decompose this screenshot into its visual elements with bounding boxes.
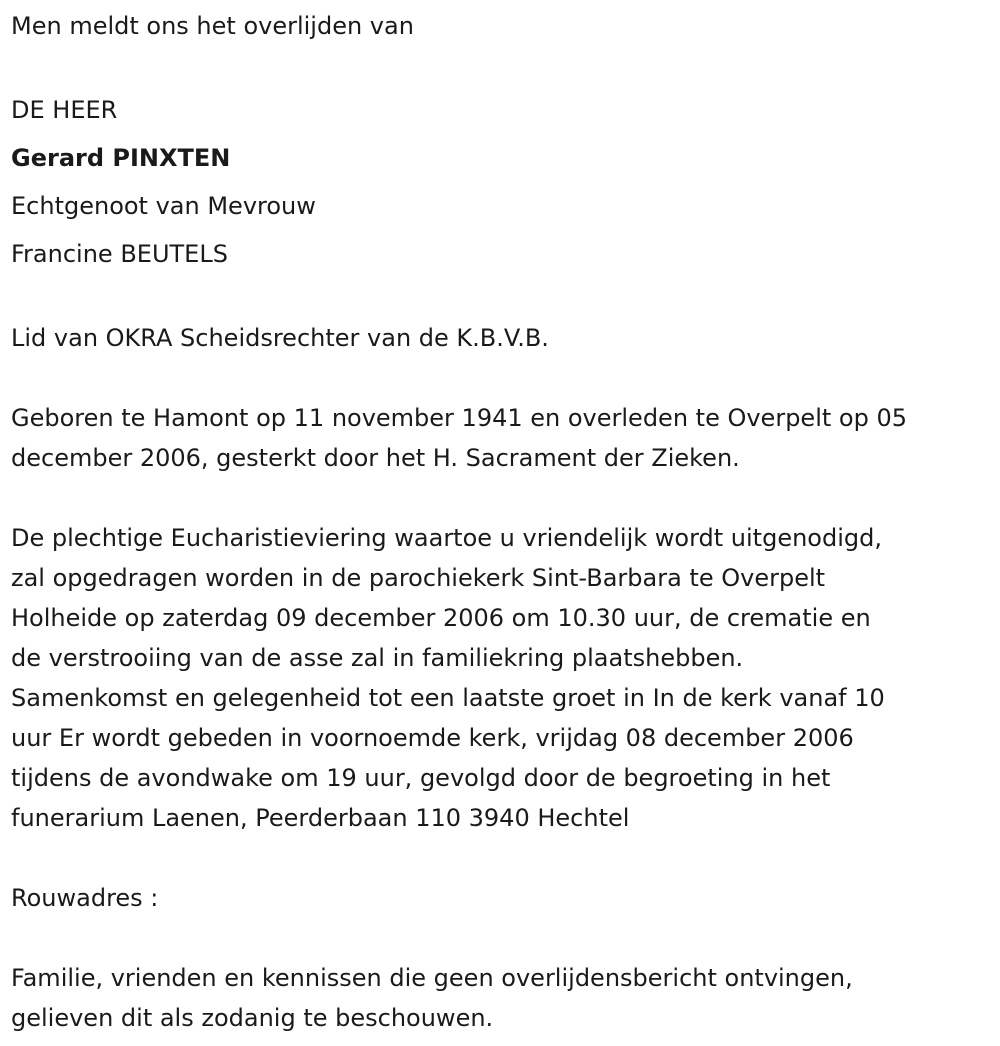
spacer bbox=[11, 358, 996, 398]
paragraph-line: zal opgedragen worden in de parochiekerk Sint-Barbara te Overpelt bbox=[11, 564, 826, 592]
paragraph-line: funerarium Laenen, Peerderbaan 110 3940 Hechtel bbox=[11, 804, 630, 832]
closing-paragraph bbox=[11, 958, 996, 1038]
ceremony-paragraph bbox=[11, 518, 996, 838]
spacer bbox=[11, 46, 996, 86]
birth-death-paragraph bbox=[11, 398, 996, 478]
paragraph-line: tijdens de avondwake om 19 uur, gevolgd door de begroeting in het bbox=[11, 764, 831, 792]
honorific: DE HEER bbox=[11, 96, 118, 124]
paragraph-line: Familie, vrienden en kennissen die geen overlijdensbericht ontvingen, bbox=[11, 964, 853, 992]
spacer bbox=[11, 838, 996, 878]
paragraph-line: Holheide op zaterdag 09 december 2006 om 10.30 uur, de crematie en bbox=[11, 604, 871, 632]
spouse-name: Francine BEUTELS bbox=[11, 240, 228, 268]
deceased-name: Gerard PINXTEN bbox=[11, 144, 231, 172]
spacer bbox=[11, 918, 996, 958]
paragraph-line: de verstrooiing van de asse zal in familiekring plaatshebben. bbox=[11, 644, 744, 672]
paragraph-line: december 2006, gesterkt door het H. Sacrament der Zieken. bbox=[11, 444, 740, 472]
intro-text: Men meldt ons het overlijden van bbox=[11, 12, 414, 40]
membership-text: Lid van OKRA Scheidsrechter van de K.B.V.B. bbox=[11, 324, 549, 352]
paragraph-line: uur Er wordt gebeden in voornoemde kerk, vrijdag 08 december 2006 bbox=[11, 724, 854, 752]
paragraph-line: Geboren te Hamont op 11 november 1941 en overleden te Overpelt op 05 bbox=[11, 404, 907, 432]
paragraph-line: gelieven dit als zodanig te beschouwen. bbox=[11, 1004, 494, 1032]
address-label: Rouwadres : bbox=[11, 884, 159, 912]
spacer bbox=[11, 278, 996, 318]
paragraph-line: De plechtige Eucharistieviering waartoe u vriendelijk wordt uitgenodigd, bbox=[11, 524, 882, 552]
spacer bbox=[11, 478, 996, 518]
paragraph-line: Samenkomst en gelegenheid tot een laatste groet in In de kerk vanaf 10 bbox=[11, 684, 885, 712]
death-notice bbox=[11, 6, 996, 1038]
spouse-label: Echtgenoot van Mevrouw bbox=[11, 192, 316, 220]
